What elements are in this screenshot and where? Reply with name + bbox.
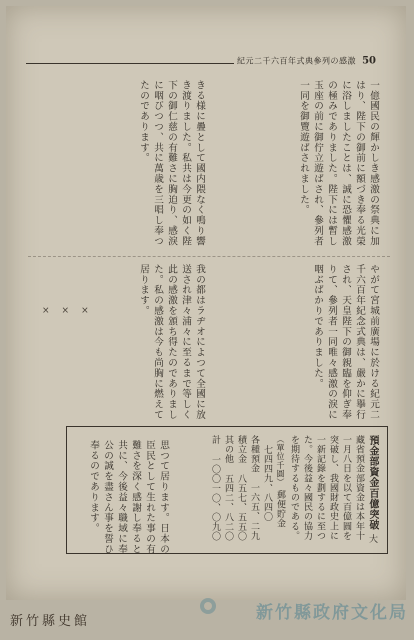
- text-column-block: 一億國民の輝かしき感激の祭典に加はり、陛下の御前に額づき奉る光榮に浴しましたことは、誠に恐懼感激の極みでありました。陛下には暫し玉座の前に御佇立遊ばされ、參列者一同を御覽遊ばされました。: [298, 80, 379, 247]
- row-label: 各種預金: [249, 435, 259, 474]
- archive-stamp: 新竹縣史館: [10, 614, 91, 629]
- notice-box: [66, 426, 388, 554]
- row-label: 郵便貯金: [275, 490, 285, 529]
- table-row: [223, 435, 233, 541]
- table-row: [249, 435, 259, 541]
- text-column-block: やがて宮城前廣場に於ける紀元二千六百年紀念式典は、嚴かに擧行され、天皇陛下の御親臨を仰ぎ奉りて、參列者一同唯々感激の淚に咽ぶばかりでありました。: [312, 264, 379, 420]
- watermark: 新竹縣政府文化局: [256, 603, 408, 623]
- row-label: 其の他: [223, 435, 233, 464]
- notice-title: 預金部資金百億突破: [367, 435, 378, 531]
- section-divider: [28, 256, 390, 257]
- row-label: 計: [210, 435, 220, 445]
- document-page: [6, 6, 406, 600]
- watermark-logo-icon: [200, 598, 216, 614]
- table-row: [210, 435, 220, 541]
- page-number: 50: [362, 55, 376, 67]
- unit-note: （單位千圓）: [276, 435, 285, 487]
- row-value: 一六五、二九: [249, 483, 259, 542]
- text-column-block: 我の都はラヂオによつて全國に放送され津々浦々に至るまで等しく此の感激を頒ち得たのでありました。私の感激は今も尚胸に燃えて居ります。: [138, 264, 205, 420]
- text-column-block: 思つて居ります。日本の臣民として生れた事の有難さを深く感謝し奉ると共に、今後益々職域に奉公の誠を盡さん事を誓ひ奉るのであります。: [88, 440, 169, 555]
- notice-body: 大藏省預金部資金は本年十一月八日を以て百億圓を突破し、我國財政史上に一新記錄を劃するに至つた。今後益々國民の協力を期待するものである。: [289, 435, 377, 544]
- row-label: 積立金: [236, 435, 246, 464]
- row-value: 五四二、八二〇: [223, 473, 233, 542]
- notice-content: [75, 435, 379, 545]
- running-title: 紀元二千六百年式典參列の感激: [234, 56, 359, 67]
- table-row: [236, 435, 246, 541]
- row-value: 一〇〇一〇、〇九〇: [210, 454, 220, 542]
- row-value: 八五七、五五〇: [236, 473, 246, 542]
- text-column-block: きる様に疊として國内隈なく鳴り響き渡りました。私共は今更の如く陛下の御仁慈の有難さに胸迫り、感淚に咽びつつ、共に萬歳を三唱し奉つたのであります。: [138, 80, 205, 247]
- section-marks: ×××: [42, 306, 101, 316]
- row-value: 七四四九、八四〇: [262, 445, 272, 522]
